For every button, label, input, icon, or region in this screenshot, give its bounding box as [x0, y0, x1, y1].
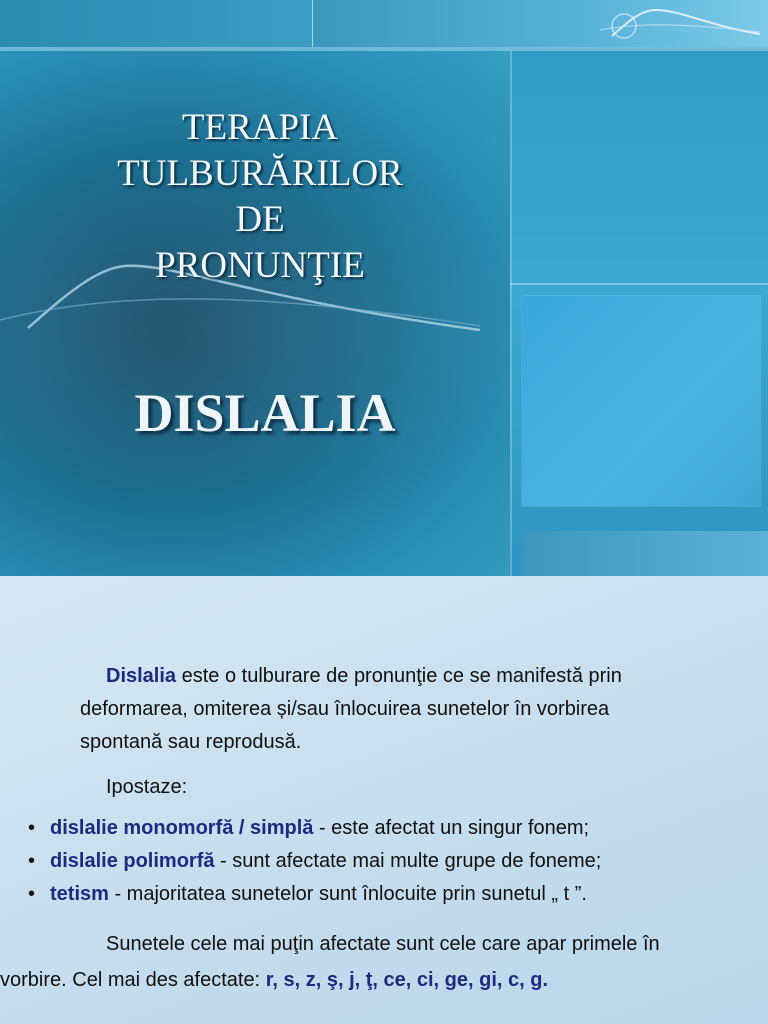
bullet-term: dislalie polimorfă: [50, 850, 215, 872]
bullet-text: - sunt afectate mai multe grupe de foneme;: [214, 850, 602, 872]
slide-title: [60, 105, 460, 289]
list-item: [28, 845, 748, 878]
intro-text: spontană sau reprodusă.: [80, 731, 302, 753]
bullet-icon: •: [28, 850, 36, 872]
bullet-text: - majoritatea sunetelor sunt înlocuite prin sunetul „ t ”.: [108, 883, 587, 905]
bullet-term: tetism: [50, 883, 109, 905]
final-paragraph: [0, 926, 760, 998]
intro-term: Dislalia: [106, 665, 177, 687]
ipostaze-list: [28, 812, 748, 911]
final-text: vorbire. Cel mai des afectate:: [0, 969, 266, 991]
intro-paragraph: [80, 660, 720, 759]
final-text: Sunetele cele mai puţin afectate sunt cele care apar primele în: [106, 933, 660, 955]
title-line: DE: [235, 199, 285, 240]
title-line: TERAPIA: [181, 107, 339, 148]
intro-text: deformarea, omiterea și/sau înlocuirea sunetelor în vorbirea: [80, 698, 610, 720]
title-line: TULBURĂRILOR: [117, 153, 403, 194]
intro-text: este o tulburare de pronunţie ce se manifestă prin: [176, 665, 622, 687]
definition-panel: [0, 576, 768, 1024]
list-item: [28, 878, 748, 911]
bullet-term: dislalie monomorfă / simplă: [50, 817, 314, 839]
bullet-icon: •: [28, 817, 36, 839]
ipostaze-label: Ipostaze:: [106, 776, 188, 798]
bullet-text: - este afectat un singur fonem;: [313, 817, 590, 839]
list-item: [28, 812, 748, 845]
slide-subtitle: DISLALIA: [134, 383, 396, 443]
title-line: PRONUNŢIE: [155, 245, 365, 286]
affected-sounds: r, s, z, ş, j, ţ, ce, ci, ge, gi, c, g.: [265, 969, 549, 991]
bullet-icon: •: [28, 883, 36, 905]
